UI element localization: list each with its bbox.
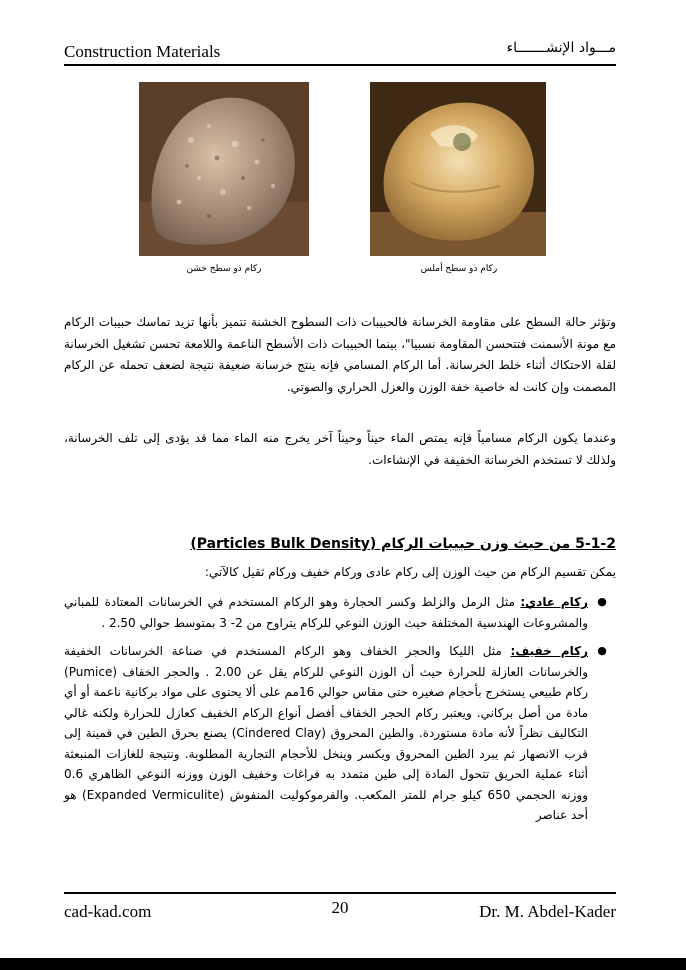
bullet-term: ركام خفيف: (510, 644, 588, 658)
bullet-text: مثل الرمل والزلط وكسر الحجارة وهو الركام المستخدم في الخرسانات المعتادة للمباني والمشروعات الهندسية المختلفة حيث الوزن النوعي للركام يتراوح من 2- 3 بمتوسط حوالي 2.50 . (64, 595, 588, 630)
footer-website: cad-kad.com (64, 902, 152, 921)
footer-rule (64, 892, 616, 894)
smooth-aggregate-photo (370, 82, 546, 256)
rough-aggregate-caption: ركام ذو سطح خشن (186, 264, 262, 274)
header-rule (64, 64, 616, 66)
bullet-term: ركام عادي: (520, 595, 589, 609)
section-intro: يمكن تقسيم الركام من حيث الوزن إلى ركام عادى وركام خفيف وركام ثقيل كالآتي: (204, 565, 616, 579)
smooth-aggregate-caption: ركام ذو سطح أملس (420, 264, 498, 274)
page-number: 20 (331, 898, 349, 917)
list-item-normal-aggregate (64, 592, 616, 633)
footer-author: Dr. M. Abdel-Kader (479, 902, 616, 921)
section-heading: 5-1-2 من حيث وزن حبيبات الركام (Particles Bulk Density) (190, 536, 616, 552)
aggregate-types-list (64, 592, 616, 826)
bullet-icon: ● (597, 644, 607, 657)
rough-aggregate-photo (139, 82, 309, 256)
bullet-icon: ● (597, 595, 607, 608)
header-title-english: Construction Materials (64, 42, 221, 61)
bottom-bar (0, 958, 686, 970)
header-title-arabic: مـــواد الإنشـــــــاء (506, 40, 616, 56)
porous-aggregate-paragraph: وعندما يكون الركام مسامياً فإنه يمتص الماء حيناً وحيناً آخر يخرج منه الماء مما قد يؤدى إلى تلف الخرسانة، ولذلك لا تستخدم الخرسانة الخفيفة في الإنشاءات. (64, 431, 616, 467)
list-item-lightweight-aggregate (64, 641, 616, 826)
bullet-text: مثل الليكا والحجر الخفاف وهو الركام المستخدم في صناعة الخرسانات الخفيفة والخرسانات العازلة للحرارة حيث أن الوزن النوعي للركام يقل عن 2.00 . والحجر الخفاف (Pumice) ركام طبيعي يستخرج بأحجام صغيره حتى مقاس حوالي 16مم على ألا يحتوى على مواد بركانية ناعمة أو أي مادة من أصل بركاني. ويعتبر ركام الحجر الخفاف أفضل أنواع الركام الخفيف كعازل للحرارة ولكنه غالي التكاليف نظراً لأنه مادة مستوردة. والطين المحروق (Cindered Clay) يصنع بحرق الطين في قمينة إلى قرب الانصهار ثم يبرد الطين المحروق ويكسر وينخل للأحجام التجارية المطلوبة. ونتيجة للغازات المنبعثة أثناء عملية الحريق تتحول المادة إلى طين متمدد به فراغات وخفيف الوزن ووزنه النوعي الظاهري 0.6 ووزنه الحجمي 650 كيلو جرام للمتر المكعب. والفرموكوليت المنفوش (Expanded Vermiculite) هو أحد عناصر (64, 644, 588, 822)
surface-texture-paragraph: وتؤثر حالة السطح على مقاومة الخرسانة فالحبيبات ذات السطوح الخشنة تتميز بأنها تزيد تماسك حبيبات الركام مع مونة الأسمنت فتتحسن المقاومة نسبيا"، بينما الحبيبات ذات الأسطح الناعمة واللامعة تحسن تشغيل الخرسانة لقلة الاحتكاك أثناء خلط الخرسانة. أما الركام المسامي فإنه ينتج خرسانة ضعيفة نتيجة لضعف تحمله عن الركام المصمت وإن كانت له خاصية خفة الوزن والعزل الحراري والصوتي. (64, 315, 616, 394)
